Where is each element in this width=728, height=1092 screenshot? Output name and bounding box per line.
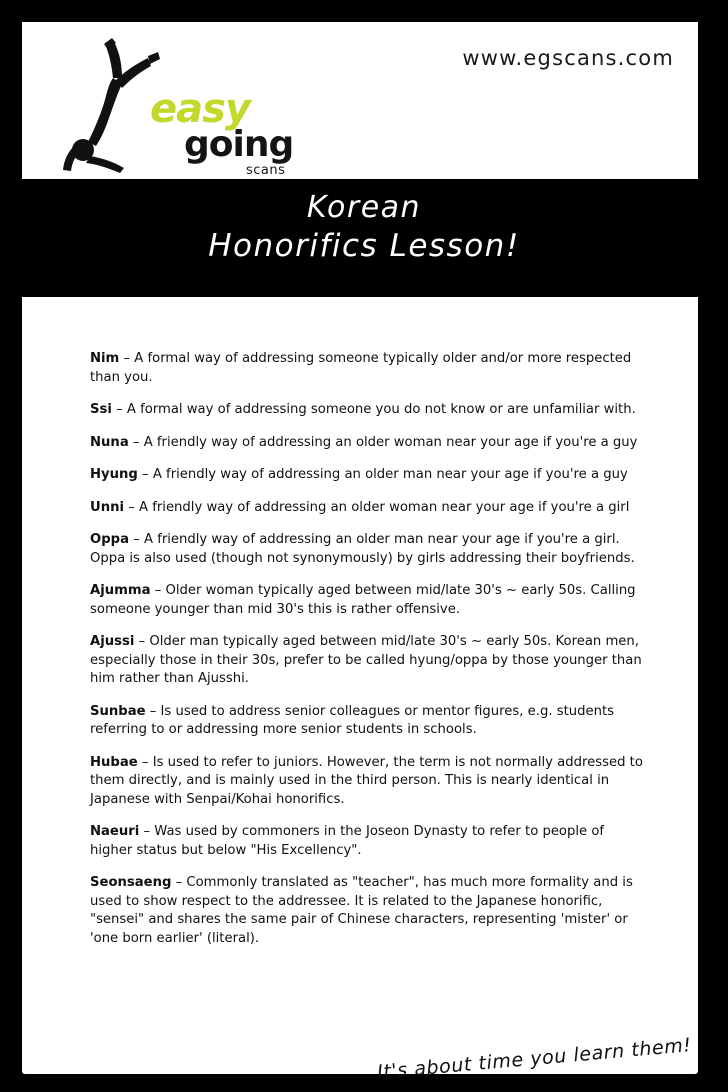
entry-definition: Is used to refer to juniors. However, the term is not normally addressed to them directly, and is mainly used in the third person. This is nearly identical in Japanese with Senpai/Kohai honorifics. [90,754,643,807]
entry-dash: – [150,583,166,598]
entry-term: Ajussi [90,634,135,649]
entry-dash: – [137,754,153,770]
entry-dash: – [111,402,127,417]
list-item [90,466,646,485]
list-item [90,633,646,689]
entry-definition: A friendly way of addressing an older man near your age if you're a guy [152,467,628,482]
entry-dash: – [137,467,153,482]
entry-term: Ssi [90,402,112,417]
page-title [0,188,728,266]
list-item [90,703,646,740]
logo-word-going: going [184,124,294,165]
footer-note: It's about time you learn them! [375,1034,692,1084]
entry-definition: A friendly way of addressing an older woman near your age if you're a guy [143,434,638,450]
entry-definition: A friendly way of addressing an older woman near your age if you're a girl [139,499,630,515]
list-item [90,434,646,453]
list-item [90,499,646,518]
entry-definition: A formal way of addressing someone you do not know or are unfamiliar with. [126,402,636,417]
entry-term: Naeuri [90,824,140,839]
entry-term: Hyung [90,467,138,482]
lesson-entries [90,350,646,962]
entry-dash: – [139,824,155,839]
entry-definition: Was used by commoners in the Joseon Dynasty to refer to people of higher status but below "His Excellency". [90,824,605,858]
entry-definition: Older woman typically aged between mid/late 30's ~ early 50s. Calling someone younger than mid 30's this is rather offensive. [90,583,636,617]
entry-definition: Older man typically aged between mid/late 30's ~ early 50s. Korean men, especially those in their 30s, prefer to be called hyung/oppa by those younger than him rather than Ajusshi. [90,634,642,686]
logo-word-scans: scans [246,163,286,178]
logo [50,38,320,179]
list-item [90,754,646,810]
entry-term: Nim [90,351,120,366]
entry-dash: – [128,434,144,450]
list-item [90,582,646,619]
title-line-1: Korean [306,190,422,225]
logo-word-easy: easy [150,86,251,132]
entry-term: Sunbae [90,703,146,719]
list-item [90,350,646,387]
entry-dash: – [124,499,139,515]
entry-term: Hubae [90,754,138,770]
entry-definition: A friendly way of addressing an older man near your age if you're a girl. Oppa is also used (though not synonymously) by girls addressing their boyfriends. [90,532,635,566]
list-item [90,874,646,948]
entry-definition: Is used to address senior colleagues or mentor figures, e.g. students referring to or addressing more senior students in schools. [90,703,615,737]
title-line-2: Honorifics Lesson! [208,228,520,264]
entry-definition: Commonly translated as "teacher", has much more formality and is used to show respect to the addressee. It is related to the Japanese honorific, "sensei" and shares the same pair of Chinese characters, representing 'mister' or 'one born earlier' (literal). [90,875,633,946]
list-item [90,531,646,568]
site-url: www.egscans.com [462,46,674,70]
entry-term: Ajumma [90,583,151,598]
entry-term: Oppa [90,532,129,547]
entry-term: Unni [90,499,125,515]
list-item [90,823,646,860]
entry-dash: – [171,875,187,890]
entry-dash: – [119,351,135,366]
entry-term: Nuna [90,434,129,450]
entry-dash: – [129,532,144,547]
entry-term: Seonsaeng [90,875,172,890]
page-header [22,22,698,179]
entry-dash: – [134,634,150,649]
entry-dash: – [145,703,161,719]
list-item [90,401,646,420]
entry-definition: A formal way of addressing someone typically older and/or more respected than you. [90,351,632,385]
